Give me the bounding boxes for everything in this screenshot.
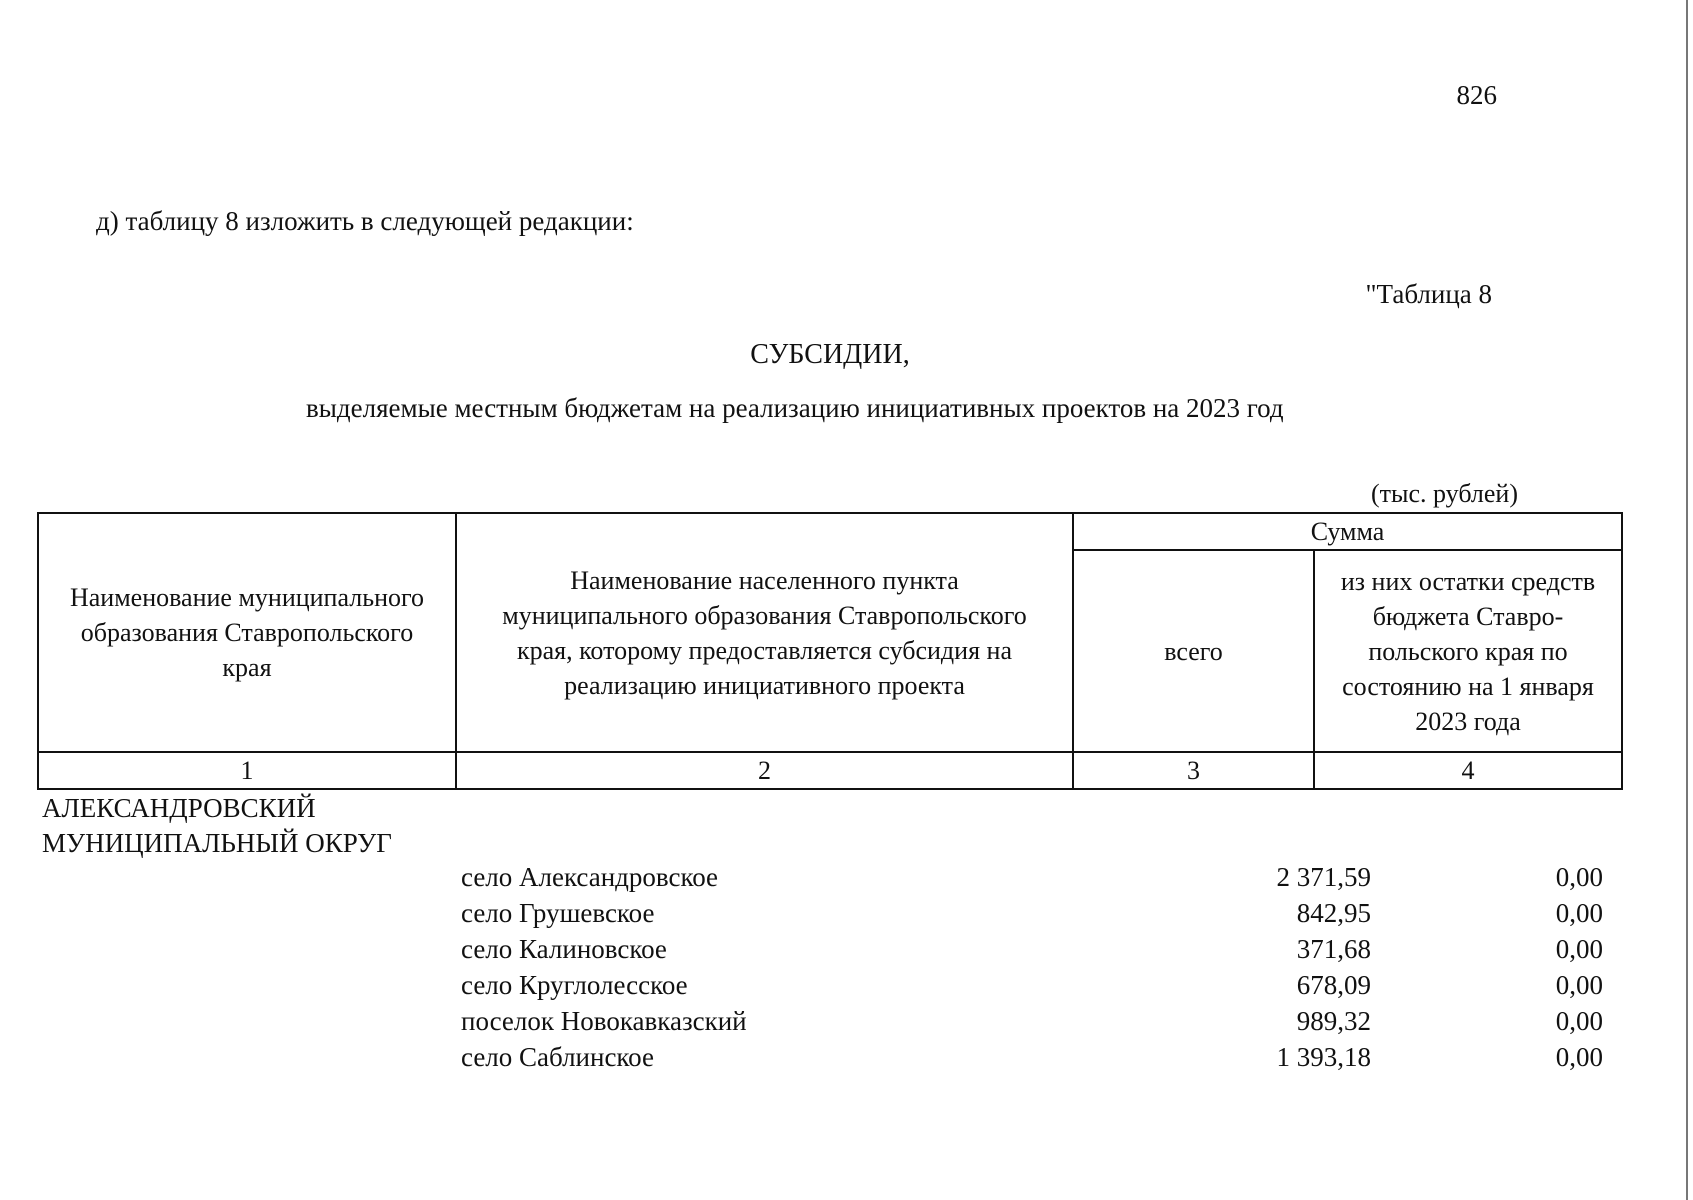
table-row	[461, 934, 1601, 970]
settlement-name: село Грушевское	[461, 898, 655, 928]
remaining-amount: 0,00	[1555, 1042, 1603, 1072]
total-amount: 2 371,59	[1276, 862, 1371, 892]
settlement-name: село Круглолесское	[461, 970, 688, 1000]
column-number-4: 4	[1314, 752, 1622, 789]
settlement-name: село Александровское	[461, 862, 719, 892]
column-number-2: 2	[456, 752, 1073, 789]
data-rows	[461, 862, 1601, 1078]
settlement-name: село Калиновское	[461, 934, 667, 964]
column-number-1: 1	[38, 752, 456, 789]
total-amount: 678,09	[1296, 970, 1371, 1000]
intro-text: д) таблицу 8 изложить в следующей редакции:	[96, 206, 634, 236]
document-subtitle: выделяемые местным бюджетам на реализацию инициативных проектов на 2023 год	[306, 393, 1284, 423]
total-amount: 989,32	[1296, 1006, 1371, 1036]
region-name: АЛЕКСАНДРОВСКИЙ МУНИЦИПАЛЬНЫЙ ОКРУГ	[42, 793, 392, 858]
subsidies-table-header	[37, 512, 1623, 790]
table-row	[461, 862, 1601, 898]
scan-edge-line	[1686, 0, 1688, 1200]
settlement-name: село Саблинское	[461, 1042, 654, 1072]
table-row	[461, 898, 1601, 934]
table-row	[461, 1006, 1601, 1042]
total-amount: 842,95	[1296, 898, 1371, 928]
header-settlement: Наименование населенного пункта муниципального образования Ставропольского края, которому предоставляется субсидия на реализацию инициативного проекта	[456, 513, 1073, 752]
header-total: всего	[1073, 550, 1314, 752]
header-sum-group: Сумма	[1073, 513, 1622, 550]
table-row	[461, 970, 1601, 1006]
header-municipality: Наименование муниципального образования Ставропольского края	[38, 513, 456, 752]
remaining-amount: 0,00	[1555, 970, 1603, 1000]
page-number: 826	[1456, 80, 1497, 110]
header-remaining-funds: из них остатки средств бюджета Ставро-польского края по состоянию на 1 января 2023 года	[1314, 550, 1622, 752]
remaining-amount: 0,00	[1555, 934, 1603, 964]
remaining-amount: 0,00	[1555, 898, 1603, 928]
table-caption: "Таблица 8	[1365, 279, 1492, 309]
total-amount: 1 393,18	[1276, 1042, 1371, 1072]
units-label: (тыс. рублей)	[1370, 479, 1518, 508]
column-number-3: 3	[1073, 752, 1314, 789]
total-amount: 371,68	[1296, 934, 1371, 964]
settlement-name: поселок Новокавказский	[461, 1006, 747, 1036]
table-row	[461, 1042, 1601, 1078]
remaining-amount: 0,00	[1555, 862, 1603, 892]
document-title: СУБСИДИИ,	[750, 339, 910, 370]
remaining-amount: 0,00	[1555, 1006, 1603, 1036]
